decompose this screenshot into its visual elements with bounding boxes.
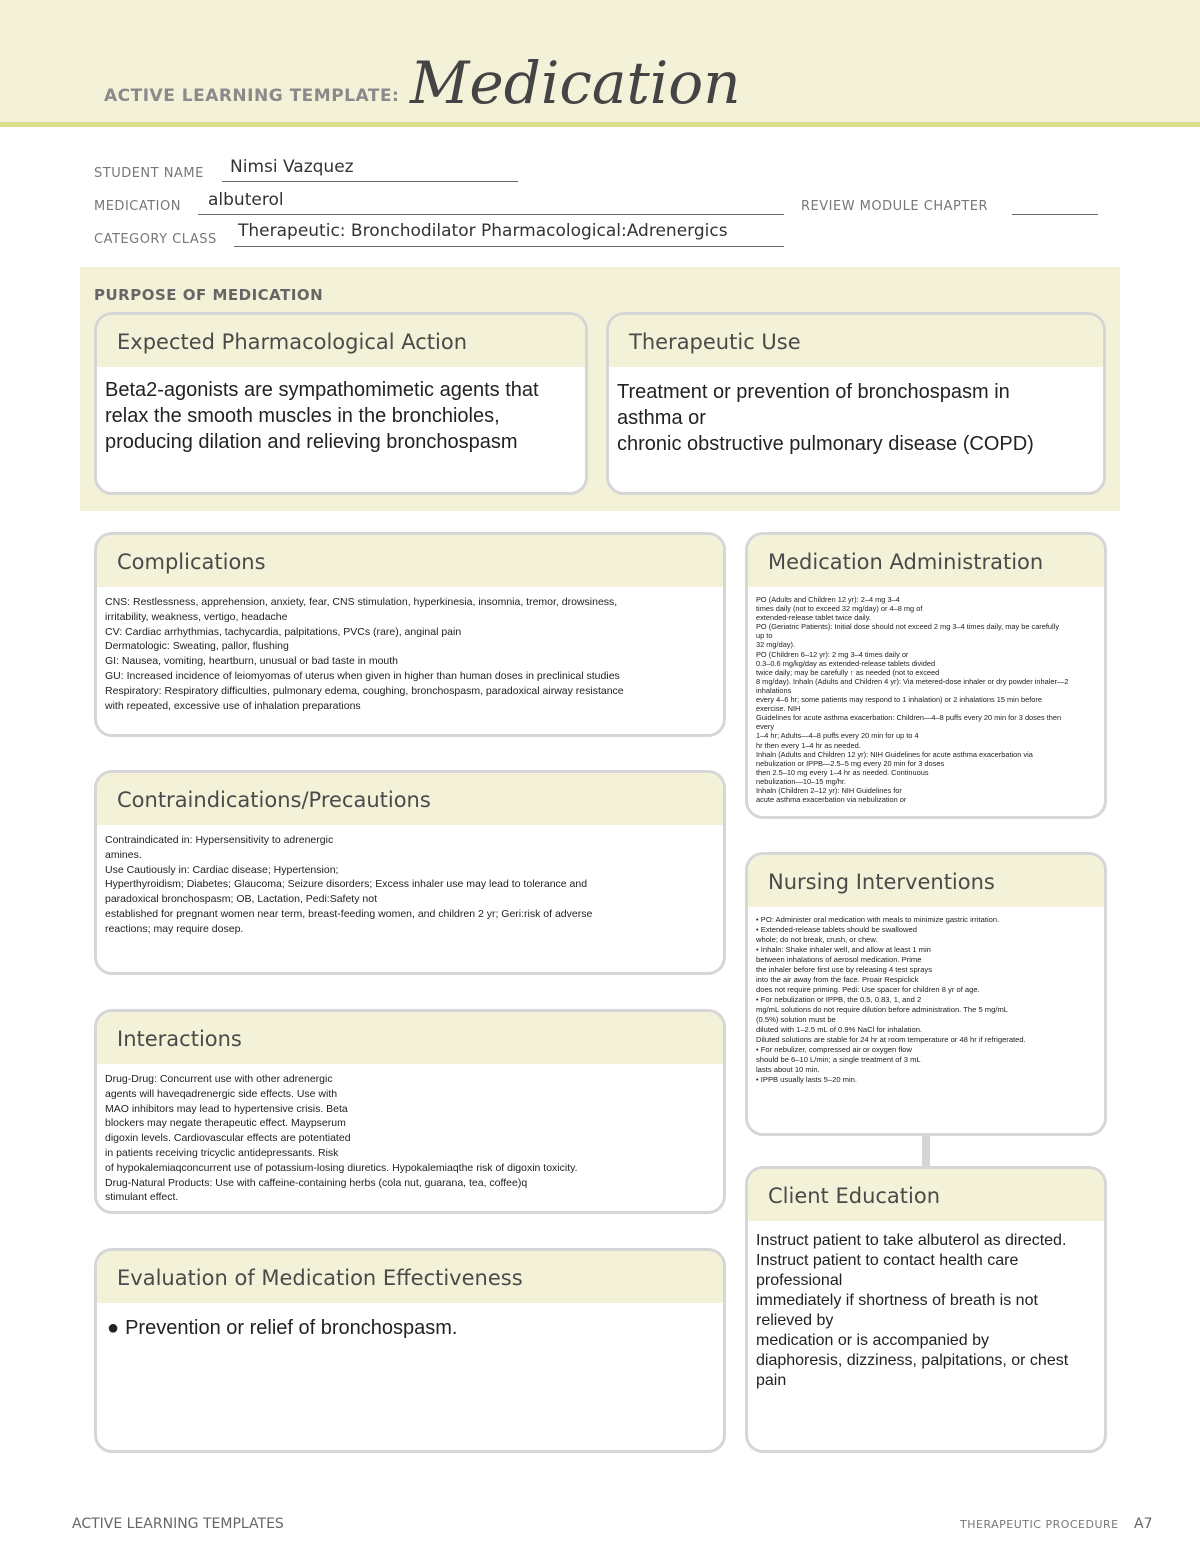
student-name-field[interactable]: Nimsi Vazquez	[230, 157, 354, 177]
administration-line: exercise. NIH	[756, 704, 801, 714]
education-line: Instruct patient to take albuterol as directed.	[756, 1232, 1067, 1249]
nursing-line: • For nebulizer, compressed air or oxygen flow	[756, 1045, 912, 1054]
complications-line: GI: Nausea, vomiting, heartburn, unusual or bad taste in mouth	[105, 655, 399, 668]
nursing-line: (0.5%) solution must be	[756, 1015, 836, 1024]
evaluation-item	[107, 1315, 713, 1341]
administration-line: hr then every 1–4 hr as needed.	[756, 740, 861, 750]
medication-field[interactable]: albuterol	[208, 190, 284, 210]
therapeutic-use-body[interactable]	[609, 367, 1103, 457]
administration-title: Medication Administration	[748, 535, 1104, 587]
administration-line: every 4–6 hr; some patients may respond to 1 inhalation) or 2 inhalations 15 min before	[756, 695, 1042, 705]
header-rule	[0, 122, 1200, 127]
administration-body[interactable]	[748, 587, 1104, 804]
complications-line: with repeated, excessive use of inhalation preparations	[105, 699, 361, 712]
administration-line: 32 mg/day).	[756, 640, 796, 650]
section-connector	[922, 1136, 930, 1166]
nursing-line: the inhaler before first use by releasing 4 test sprays	[756, 965, 933, 974]
education-line: pain	[756, 1372, 787, 1389]
medication-label: MEDICATION	[94, 199, 181, 214]
interactions-line: agents will haveqadrenergic side effects. Use with	[105, 1087, 338, 1100]
education-line: relieved by	[756, 1312, 834, 1329]
interactions-line: blockers may negate therapeutic effect. Maypserum	[105, 1117, 346, 1130]
therapeutic-use-line: chronic obstructive pulmonary disease (COPD)	[617, 433, 1034, 455]
expected-action-title: Expected Pharmacological Action	[97, 315, 585, 367]
nursing-line: • Inhaln: Shake inhaler well, and allow at least 1 min	[756, 945, 931, 954]
administration-line: PO (Children 6–12 yr): 2 mg 3–4 times daily or	[756, 649, 909, 659]
nursing-card	[745, 852, 1107, 1136]
complications-card	[94, 532, 726, 737]
administration-line: 0.3–0.6 mg/kg/day as extended-release tablets divided	[756, 658, 936, 668]
evaluation-item-text: Prevention or relief of bronchospasm.	[125, 1317, 458, 1339]
category-class-field[interactable]: Therapeutic: Bronchodilator Pharmacological:Adrenergics	[238, 221, 728, 241]
evaluation-title: Evaluation of Medication Effectiveness	[97, 1251, 723, 1303]
contraindications-card	[94, 770, 726, 975]
administration-line: PO (Geriatric Patients): Initial dose should not exceed 2 mg 3–4 times daily, may be carefully	[756, 622, 1060, 632]
administration-line: Guidelines for acute asthma exacerbation: Children—4–8 puffs every 20 min for 3 doses then	[756, 713, 1062, 723]
therapeutic-use-title: Therapeutic Use	[609, 315, 1103, 367]
interactions-line: digoxin levels. Cardiovascular effects are potentiated	[105, 1132, 351, 1145]
nursing-line: • PO: Administer oral medication with meals to minimize gastric irritation.	[756, 915, 1000, 924]
therapeutic-use-line: Treatment or prevention of bronchospasm in	[617, 381, 1010, 403]
interactions-line: in patients receiving tricyclic antidepressants. Risk	[105, 1146, 339, 1159]
therapeutic-use-card	[606, 312, 1106, 495]
student-name-label: STUDENT NAME	[94, 166, 204, 181]
administration-line: twice daily; may be carefully ↑ as needed (not to exceed	[756, 667, 940, 677]
administration-line: times daily (not to exceed 32 mg/day) or 4–8 mg of	[756, 604, 923, 614]
nursing-line: whole; do not break, crush, or chew.	[756, 935, 878, 944]
interactions-title: Interactions	[97, 1012, 723, 1064]
education-body[interactable]	[748, 1221, 1104, 1391]
interactions-line: of hypokalemiaqconcurrent use of potassium-losing diuretics. Hypokalemiaqthe risk of digoxin toxicity.	[105, 1161, 578, 1174]
nursing-line: Diluted solutions are stable for 24 hr at room temperature or 48 hr if refrigerated.	[756, 1035, 1026, 1044]
administration-line: then 2.5–10 mg every 1–4 hr as needed. Continuous	[756, 767, 929, 777]
nursing-line: • For nebulization or IPPB, the 0.5, 0.83, 1, and 2	[756, 995, 922, 1004]
interactions-line: MAO inhibitors may lead to hypertensive crisis. Beta	[105, 1102, 348, 1115]
footer-title: ACTIVE LEARNING TEMPLATES	[72, 1516, 284, 1532]
administration-line: PO (Adults and Children 12 yr): 2–4 mg 3–4	[756, 595, 900, 604]
administration-line: every	[756, 722, 775, 732]
contraindications-line: amines.	[105, 848, 142, 861]
nursing-line: into the air away from the face. Proair Respiclick	[756, 975, 919, 984]
complications-body[interactable]	[97, 587, 723, 713]
evaluation-card	[94, 1248, 726, 1453]
contraindications-line: Contraindicated in: Hypersensitivity to adrenergic	[105, 834, 334, 846]
expected-action-card	[94, 312, 588, 495]
education-line: Instruct patient to contact health care	[756, 1252, 1019, 1269]
bullet-icon: ●	[107, 1317, 120, 1339]
administration-line: up to	[756, 631, 773, 641]
category-class-line	[234, 246, 784, 247]
administration-line: 1–4 hr; Adults—4–8 puffs every 20 min for up to 4	[756, 731, 919, 741]
contraindications-title: Contraindications/Precautions	[97, 773, 723, 825]
complications-title: Complications	[97, 535, 723, 587]
template-label: ACTIVE LEARNING TEMPLATE:	[104, 86, 400, 106]
administration-line: extended-release tablet twice daily.	[756, 613, 871, 623]
expected-action-line: Beta2-agonists are sympathomimetic agents that	[105, 379, 539, 401]
expected-action-body[interactable]	[97, 367, 585, 455]
purpose-label: PURPOSE OF MEDICATION	[94, 286, 324, 304]
nursing-body[interactable]	[748, 907, 1104, 1085]
education-line: immediately if shortness of breath is not	[756, 1292, 1038, 1309]
complications-line: Dermatologic: Sweating, pallor, flushing	[105, 640, 289, 653]
education-line: medication or is accompanied by	[756, 1332, 990, 1349]
medication-line	[198, 214, 784, 215]
expected-action-line: producing dilation and relieving bronchospasm	[105, 431, 518, 453]
administration-line: 8 mg/day). Inhaln (Adults and Children 4 yr): Via metered-dose inhaler or dry powder inhaler—2	[756, 676, 1069, 686]
nursing-line: • IPPB usually lasts 5–20 min.	[756, 1075, 858, 1084]
interactions-line: stimulant effect.	[105, 1191, 179, 1204]
nursing-line: should be 6–10 L/min; a single treatment of 3 mL	[756, 1055, 921, 1064]
nursing-line: between inhalations of aerosol medication. Prime	[756, 955, 922, 964]
administration-line: inhalations	[756, 685, 792, 695]
nursing-line: mg/mL solutions do not require dilution before administration. The 5 mg/mL	[756, 1005, 1008, 1014]
interactions-card	[94, 1009, 726, 1214]
footer-section: THERAPEUTIC PROCEDURE	[960, 1518, 1119, 1531]
administration-line: Inhaln (Adults and Children 12 yr): NIH Guidelines for acute asthma exacerbation via	[756, 749, 1033, 759]
complications-line: Respiratory: Respiratory difficulties, pulmonary edema, coughing, bronchospasm, paradoxical airway resistance	[105, 684, 624, 697]
nursing-title: Nursing Interventions	[748, 855, 1104, 907]
contraindications-line: reactions; may require dosep.	[105, 922, 244, 935]
contraindications-line: Use Cautiously in: Cardiac disease; Hypertension;	[105, 863, 339, 876]
interactions-body[interactable]	[97, 1064, 723, 1205]
nursing-line: diluted with 1–2.5 mL of 0.9% NaCl for inhalation.	[756, 1025, 923, 1034]
evaluation-body[interactable]	[97, 1303, 723, 1341]
contraindications-body[interactable]	[97, 825, 723, 937]
complications-line: CV: Cardiac arrhythmias, tachycardia, palpitations, PVCs (rare), anginal pain	[105, 625, 462, 638]
complications-line: GU: Increased incidence of leiomyomas of uterus when given in higher than human doses in preclinical studies	[105, 669, 620, 682]
education-line: professional	[756, 1272, 843, 1289]
therapeutic-use-line: asthma or	[617, 407, 706, 429]
nursing-line: • Extended-release tablets should be swallowed	[756, 925, 917, 934]
expected-action-line: relax the smooth muscles in the bronchioles,	[105, 405, 500, 427]
nursing-line: lasts about 10 min.	[756, 1065, 820, 1074]
template-title: Medication	[410, 49, 741, 117]
nursing-line: does not require priming. Pedi: Use spacer for children 8 yr of age.	[756, 985, 980, 994]
review-module-label: REVIEW MODULE CHAPTER	[801, 199, 989, 214]
education-card	[745, 1166, 1107, 1453]
student-name-line	[222, 181, 518, 182]
contraindications-line: established for pregnant women near term, breast-feeding women, and children 2 yr; Geri:risk of adverse	[105, 907, 593, 920]
page-number: A7	[1134, 1516, 1153, 1532]
administration-line: Inhaln (Children 2–12 yr): NIH Guidelines for	[756, 785, 902, 795]
education-line: diaphoresis, dizziness, palpitations, or chest	[756, 1352, 1069, 1369]
review-module-line	[1012, 214, 1098, 215]
complications-line: irritability, weakness, vertigo, headache	[105, 610, 288, 623]
administration-line: nebulization or IPPB—2.5–5 mg every 20 min for 3 doses	[756, 758, 945, 768]
administration-line: acute asthma exacerbation via nebulization or	[756, 795, 907, 805]
category-class-label: CATEGORY CLASS	[94, 232, 217, 247]
interactions-line: Drug-Drug: Concurrent use with other adrenergic	[105, 1073, 333, 1085]
administration-line: nebulization—10–15 mg/hr.	[756, 776, 846, 786]
contraindications-line: paradoxical bronchospasm; OB, Lactation, Pedi:Safety not	[105, 893, 377, 906]
contraindications-line: Hyperthyroidism; Diabetes; Glaucoma; Seizure disorders; Excess inhaler use may lead to tolerance and	[105, 878, 588, 891]
education-title: Client Education	[748, 1169, 1104, 1221]
interactions-line: Drug-Natural Products: Use with caffeine-containing herbs (cola nut, guarana, tea, coffee)q	[105, 1176, 528, 1189]
administration-card	[745, 532, 1107, 819]
complications-line: CNS: Restlessness, apprehension, anxiety, fear, CNS stimulation, hyperkinesia, insomnia, tremor, drowsiness,	[105, 596, 618, 608]
